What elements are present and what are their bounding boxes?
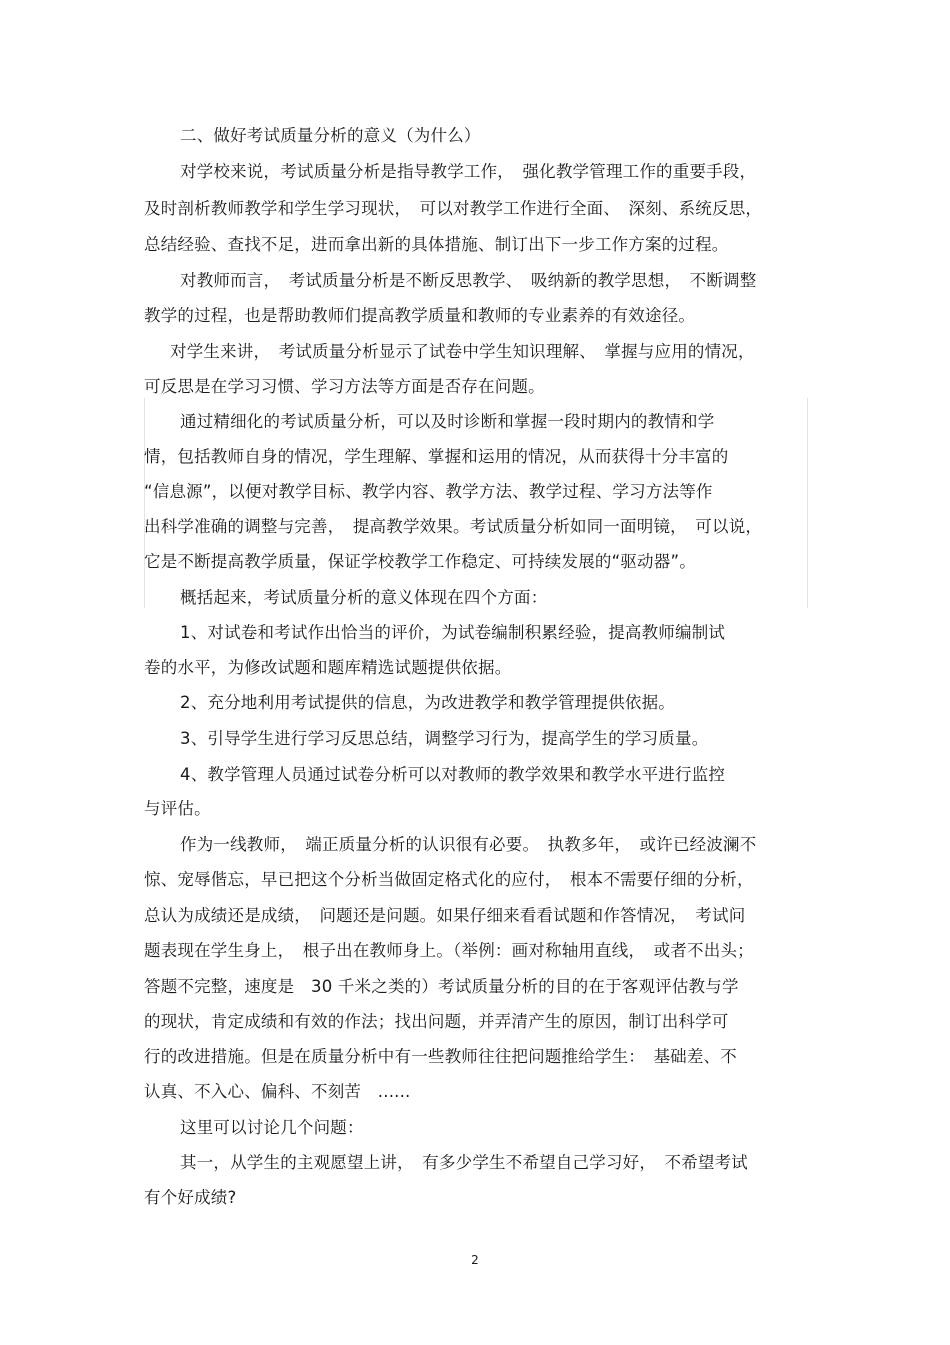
- list-item-continuation: 卷的水平，为修改试题和题库精选试题提供依据。: [144, 658, 512, 677]
- text-line: 教学的过程，也是帮助教师们提高教学质量和教师的专业素养的有效途径。: [144, 306, 696, 325]
- text-line: 出科学准确的调整与完善， 提高教学效果。考试质量分析如同一面明镜， 可以说，: [144, 517, 763, 536]
- text-line: “信息源”，以便对教学目标、教学内容、教学方法、教学过程、学习方法等作: [144, 482, 713, 501]
- text-line: 对学生来讲， 考试质量分析显示了试卷中学生知识理解、 掌握与应用的情况，: [170, 342, 755, 361]
- text-line: 对学校来说，考试质量分析是指导教学工作， 强化教学管理工作的重要手段，: [180, 162, 757, 181]
- text-line: 可反思是在学习习惯、学习方法等方面是否存在问题。: [144, 377, 545, 396]
- list-item: 2、充分地利用考试提供的信息，为改进教学和教学管理提供依据。: [180, 693, 675, 712]
- text-line: 情，包括教师自身的情况，学生理解、掌握和运用的情况，从而获得十分丰富的: [144, 447, 729, 466]
- text-line: 题表现在学生身上， 根子出在教师身上。（举例：画对称轴用直线， 或者不出头；: [144, 941, 754, 960]
- text-line: 有个好成绩?: [144, 1188, 237, 1207]
- list-item: 1、对试卷和考试作出恰当的评价，为试卷编制积累经验，提高教师编制试: [180, 623, 726, 642]
- list-item-continuation: 与评估。: [144, 799, 211, 818]
- page-number: 2: [471, 1253, 479, 1267]
- text-line: 通过精细化的考试质量分析，可以及时诊断和掌握一段时期内的教情和学: [180, 412, 715, 431]
- text-line: 这里可以讨论几个问题：: [180, 1118, 364, 1137]
- text-line: 对教师而言， 考试质量分析是不断反思教学、 吸纳新的教学思想， 不断调整: [180, 271, 757, 290]
- text-line: 它是不断提高教学质量，保证学校教学工作稳定、可持续发展的“驱动器”。: [144, 552, 696, 571]
- text-line: 答题不完整，速度是 30 千米之类的）考试质量分析的目的在于客观评估教与学: [144, 977, 739, 996]
- list-item: 4、教学管理人员通过试卷分析可以对教师的教学效果和教学水平进行监控: [180, 765, 726, 784]
- text-line: 惊、宠辱偕忘，早已把这个分析当做固定格式化的应付， 根本不需要仔细的分析，: [144, 870, 754, 889]
- text-line: 总结经验、查找不足，进而拿出新的具体措施、制订出下一步工作方案的过程。: [144, 235, 729, 254]
- text-line: 总认为成绩还是成绩， 问题还是问题。如果仔细来看看试题和作答情况， 考试问: [144, 906, 746, 925]
- text-line: 概括起来，考试质量分析的意义体现在四个方面：: [180, 588, 548, 607]
- text-line: 其一，从学生的主观愿望上讲， 有多少学生不希望自己学习好， 不希望考试: [180, 1153, 748, 1172]
- text-line: 认真、不入心、偏科、不刻苦 ......: [144, 1082, 411, 1101]
- text-line: 的现状，肯定成绩和有效的作法；找出问题，并弄清产生的原因，制订出科学可: [144, 1012, 729, 1031]
- text-line: 及时剖析教师教学和学生学习现状， 可以对教学工作进行全面、 深刻、系统反思，: [144, 199, 763, 218]
- list-item: 3、引导学生进行学习反思总结，调整学习行为，提高学生的学习质量。: [180, 729, 709, 748]
- text-line: 作为一线教师， 端正质量分析的认识很有必要。 执教多年， 或许已经波澜不: [180, 835, 757, 854]
- section-heading: 二、做好考试质量分析的意义（为什么）: [180, 126, 481, 145]
- text-line: 行的改进措施。但是在质量分析中有一些教师往往把问题推给学生： 基础差、不: [144, 1047, 737, 1066]
